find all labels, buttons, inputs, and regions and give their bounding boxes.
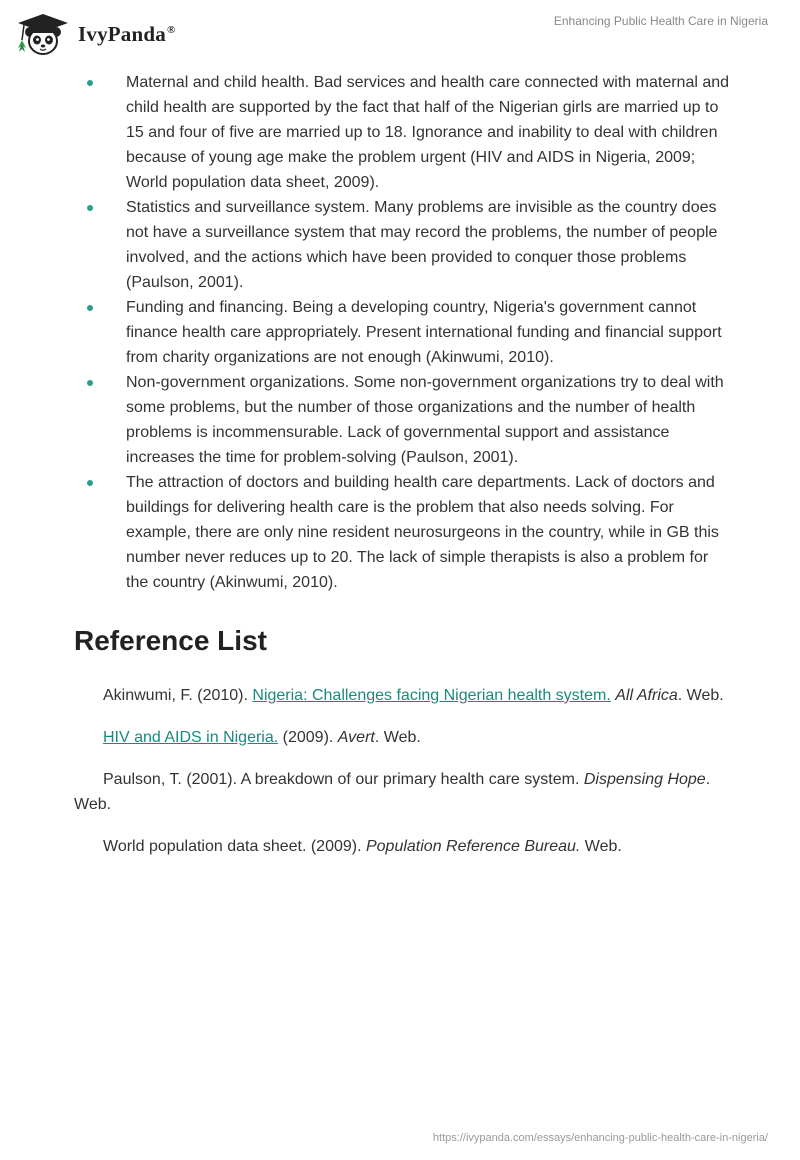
list-item [74,370,734,470]
bullet-text: Statistics and surveillance system. Many problems are invisible as the country does not have a surveillance system that may record the problems, the number of people involved, and the actions which have been provided to conquer those problems (Paulson, 2001). [126,199,718,291]
brand-name: IvyPanda® [78,21,176,46]
list-item [74,195,734,295]
panda-graduate-icon [14,12,72,56]
list-item [74,470,734,595]
bullet-text: Funding and financing. Being a developing country, Nigeria's government cannot finance health care appropriately. Present international funding and financial support from charity organizations are not enough (Akinwumi, 2010). [126,299,722,366]
bullet-dot-icon [87,380,93,386]
essay-content [74,70,734,876]
bullet-text: Non-government organizations. Some non-government organizations try to deal with some problems, but the number of those organizations and the number of health problems is incommensurable. Lack of governmental support and assistance increases the time for problem-solving (Paulson, 2001). [126,374,724,466]
page-header [0,0,800,70]
bullet-dot-icon [87,480,93,486]
reference-list-heading: Reference List [74,625,267,656]
reference-link[interactable]: Nigeria: Challenges facing Nigerian health system. [252,687,611,704]
reference-link[interactable]: HIV and AIDS in Nigeria. [103,729,279,746]
list-item [74,295,734,370]
source-url[interactable]: https://ivypanda.com/essays/enhancing-public-health-care-in-nigeria/ [432,1132,768,1144]
bullet-text: Maternal and child health. Bad services and health care connected with maternal and child health are supported by the fact that half of the Nigerian girls are married up to 15 and four of five are married up to 18. Ignorance and inability to deal with children because of young age make the problem urgent (HIV and AIDS in Nigeria, 2009; World population data sheet, 2009). [126,74,730,191]
reference-entry: World population data sheet. (2009). Population Reference Bureau. Web. [103,838,622,855]
bullet-dot-icon [87,80,93,86]
document-title: Enhancing Public Health Care in Nigeria [553,14,768,28]
bullet-list [74,70,734,595]
bullet-dot-icon [87,205,93,211]
bullet-text: The attraction of doctors and building health care departments. Lack of doctors and buildings for delivering health care is the problem that also needs solving. For example, there are only nine resident neurosurgeons in the country, while in GB this number never reduces up to 20. The lack of simple therapists is also a problem for the country (Akinwumi, 2010). [126,474,719,591]
reference-entry: Akinwumi, F. (2010). Nigeria: Challenges facing Nigerian health system. All Africa. Web. [103,687,724,704]
brand-logo[interactable] [14,8,175,60]
bullet-dot-icon [87,305,93,311]
reference-list [74,683,734,859]
reference-entry: HIV and AIDS in Nigeria. (2009). Avert. Web. [103,729,421,746]
list-item [74,70,734,195]
reference-entry: Paulson, T. (2001). A breakdown of our primary health care system. Dispensing Hope. Web. [74,771,711,813]
